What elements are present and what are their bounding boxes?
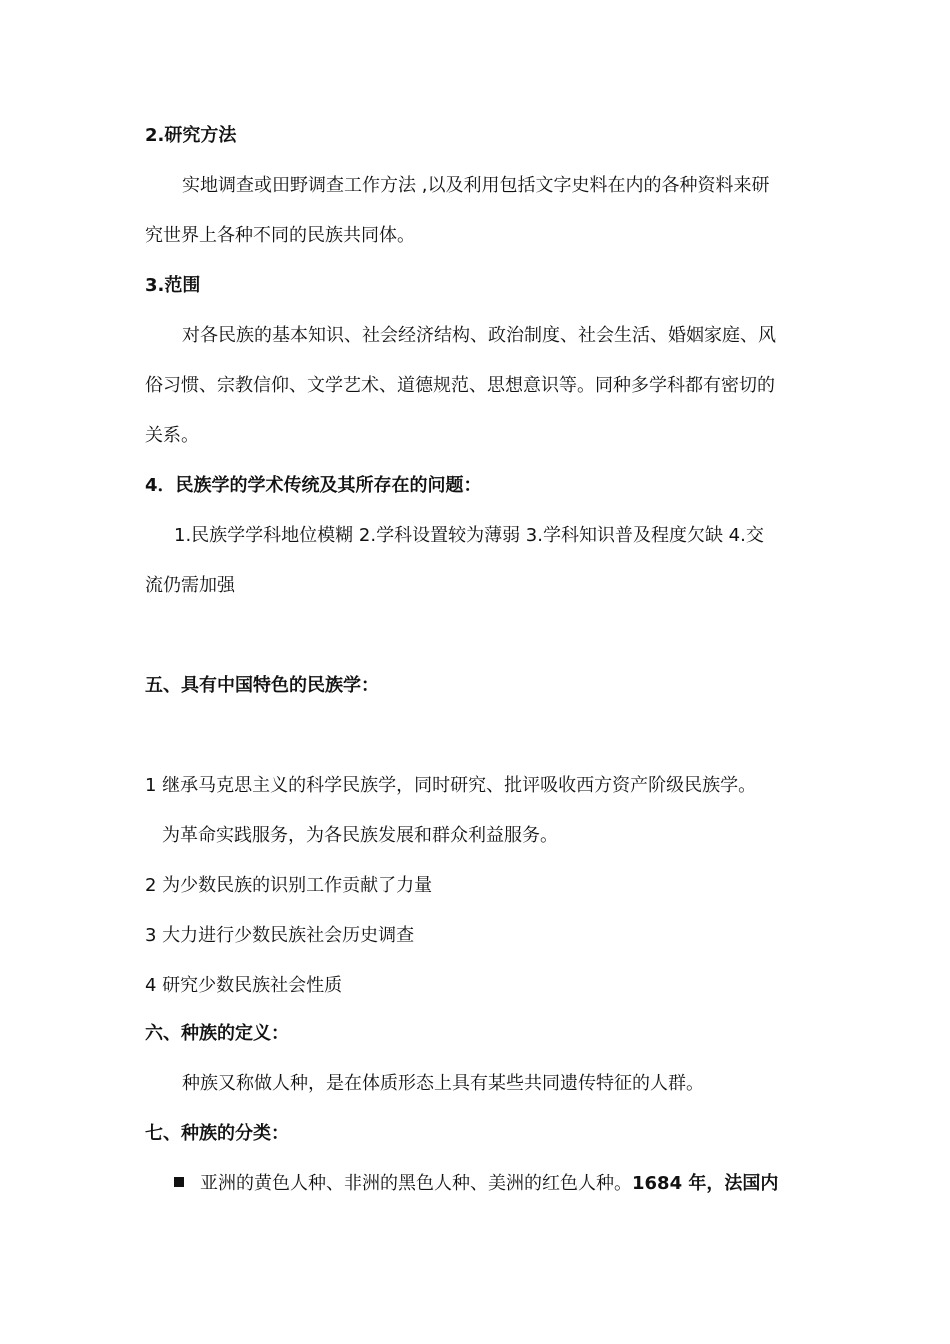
list-item: 4 研究少数民族社会性质 [145, 975, 343, 996]
square-bullet-icon [174, 1177, 184, 1187]
list-item: 2 为少数民族的识别工作贡献了力量 [145, 875, 433, 896]
paragraph-line: 种族又称做人种，是在体质形态上具有某些共同遗传特征的人群。 [182, 1073, 704, 1094]
paragraph-line: 对各民族的基本知识、社会经济结构、政治制度、社会生活、婚姻家庭、风 [182, 325, 776, 346]
list-item-continuation: 为革命实践服务，为各民族发展和群众利益服务。 [162, 825, 558, 846]
heading-academic-tradition: 4．民族学的学术传统及其所存在的问题： [145, 475, 482, 496]
paragraph-line: 实地调查或田野调查工作方法 ,以及利用包括文字史料在内的各种资料来研 [182, 175, 770, 196]
list-item: 1 继承马克思主义的科学民族学，同时研究、批评吸收西方资产阶级民族学。 [145, 775, 757, 796]
heading-chinese-ethnology: 五、具有中国特色的民族学： [145, 675, 379, 696]
bullet-text: 亚洲的黄色人种、非洲的黑色人种、美洲的红色人种。 [200, 1173, 632, 1194]
paragraph-line: 俗习惯、宗教信仰、文学艺术、道德规范、思想意识等。同种多学科都有密切的 [145, 375, 775, 396]
heading-scope: 3.范围 [145, 275, 201, 296]
heading-race-definition: 六、种族的定义： [145, 1023, 289, 1044]
paragraph-line: 关系。 [145, 425, 199, 446]
paragraph-line: 究世界上各种不同的民族共同体。 [145, 225, 415, 246]
paragraph-line: 流仍需加强 [145, 575, 235, 596]
bullet-list-item [174, 1172, 778, 1196]
list-item: 3 大力进行少数民族社会历史调查 [145, 925, 415, 946]
bullet-bold-text: 1684 年，法国内 [632, 1173, 779, 1194]
paragraph-line: 1.民族学学科地位模糊 2.学科设置较为薄弱 3.学科知识普及程度欠缺 4.交 [174, 525, 764, 546]
heading-research-method: 2.研究方法 [145, 125, 237, 146]
heading-race-classification: 七、种族的分类： [145, 1123, 289, 1144]
